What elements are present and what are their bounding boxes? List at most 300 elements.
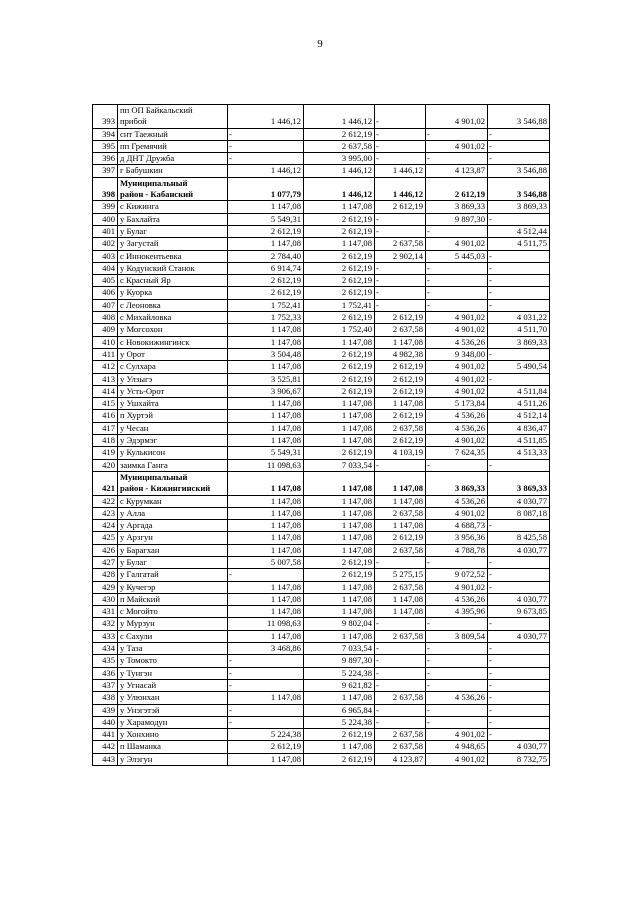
row-number: 401 xyxy=(93,225,118,237)
value-cell-3: 2 612,19 xyxy=(375,435,426,447)
value-cell-1: 1 147,08 xyxy=(228,495,304,507)
row-number: 431 xyxy=(93,606,118,618)
value-cell-4: 4 536,26 xyxy=(426,422,488,434)
table-row xyxy=(93,520,550,532)
value-cell-4: - xyxy=(426,618,488,630)
value-cell-5: 4 030,77 xyxy=(488,593,550,605)
value-cell-5: 4 512,44 xyxy=(488,225,550,237)
value-cell-3: 2 637,58 xyxy=(375,729,426,741)
settlement-name: у Мурзун xyxy=(118,618,228,630)
settlement-name: у Улзыгэ xyxy=(118,373,228,385)
value-cell-5: - xyxy=(488,679,550,691)
value-cell-1: 1 446,12 xyxy=(228,165,304,177)
value-cell-5: 8 087,18 xyxy=(488,507,550,519)
value-cell-2: 1 147,08 xyxy=(304,532,375,544)
value-cell-4: 4 901,02 xyxy=(426,312,488,324)
value-cell-3: 2 612,19 xyxy=(375,312,426,324)
settlement-name: г Бабушкин xyxy=(118,165,228,177)
value-cell-3: 2 612,19 xyxy=(375,201,426,213)
value-cell-4: 7 624,35 xyxy=(426,447,488,459)
value-cell-5: - xyxy=(488,373,550,385)
value-cell-3: 4 123,87 xyxy=(375,753,426,765)
table-row xyxy=(93,435,550,447)
value-cell-5: - xyxy=(488,287,550,299)
value-cell-2: 2 612,19 xyxy=(304,447,375,459)
row-number: 400 xyxy=(93,213,118,225)
value-cell-1: 11 098,63 xyxy=(228,618,304,630)
value-cell-2: 2 637,58 xyxy=(304,140,375,152)
page-number: 9 xyxy=(317,38,323,50)
value-cell-5: - xyxy=(488,667,550,679)
value-cell-3: 1 147,08 xyxy=(375,495,426,507)
value-cell-1: 1 147,08 xyxy=(228,606,304,618)
value-cell-2: 2 612,19 xyxy=(304,128,375,140)
row-number: 418 xyxy=(93,435,118,447)
row-number: 433 xyxy=(93,630,118,642)
value-cell-3: 1 147,08 xyxy=(375,398,426,410)
value-cell-5: - xyxy=(488,275,550,287)
value-cell-1: 1 147,08 xyxy=(228,532,304,544)
row-number: 399 xyxy=(93,201,118,213)
table-row xyxy=(93,581,550,593)
value-cell-2: 1 147,08 xyxy=(304,544,375,556)
value-cell-5: 4 512,14 xyxy=(488,410,550,422)
value-cell-2: 6 965,84 xyxy=(304,704,375,716)
row-number: 420 xyxy=(93,459,118,471)
value-cell-3: 2 902,14 xyxy=(375,250,426,262)
value-cell-2: 2 612,19 xyxy=(304,361,375,373)
value-cell-2: 2 612,19 xyxy=(304,729,375,741)
value-cell-2: 1 147,08 xyxy=(304,520,375,532)
value-cell-3: - xyxy=(375,287,426,299)
value-cell-3: - xyxy=(375,679,426,691)
row-number: 394 xyxy=(93,128,118,140)
table-row xyxy=(93,741,550,753)
value-cell-2: 9 802,04 xyxy=(304,618,375,630)
tariff-table xyxy=(92,104,550,766)
value-cell-1: - xyxy=(228,716,304,728)
value-cell-4: - xyxy=(426,225,488,237)
value-cell-1: 6 914,74 xyxy=(228,262,304,274)
value-cell-4: 4 901,02 xyxy=(426,753,488,765)
value-cell-3: 2 612,19 xyxy=(375,361,426,373)
value-cell-3: 2 612,19 xyxy=(375,410,426,422)
row-number: 440 xyxy=(93,716,118,728)
value-cell-1: - xyxy=(228,569,304,581)
table-row xyxy=(93,655,550,667)
value-cell-2: 1 147,08 xyxy=(304,238,375,250)
value-cell-3: - xyxy=(375,213,426,225)
value-cell-4: 4 536,26 xyxy=(426,495,488,507)
value-cell-4: 3 869,33 xyxy=(426,201,488,213)
value-cell-5: 4 031,22 xyxy=(488,312,550,324)
value-cell-2: 1 147,08 xyxy=(304,630,375,642)
table-row xyxy=(93,679,550,691)
value-cell-2: 2 612,19 xyxy=(304,753,375,765)
row-number: 417 xyxy=(93,422,118,434)
table-row xyxy=(93,140,550,152)
row-number: 437 xyxy=(93,679,118,691)
settlement-name: у Галгатай xyxy=(118,569,228,581)
table-row xyxy=(93,630,550,642)
settlement-name: у Элэгун xyxy=(118,753,228,765)
settlement-name: у Булаг xyxy=(118,556,228,568)
value-cell-5: 4 030,77 xyxy=(488,495,550,507)
settlement-name: у Арзгун xyxy=(118,532,228,544)
value-cell-3: - xyxy=(375,140,426,152)
value-cell-2: 2 612,19 xyxy=(304,287,375,299)
value-cell-4: 4 123,87 xyxy=(426,165,488,177)
value-cell-3: - xyxy=(375,643,426,655)
row-number: 432 xyxy=(93,618,118,630)
table-row xyxy=(93,495,550,507)
table-row xyxy=(93,471,550,495)
value-cell-2: 2 612,19 xyxy=(304,250,375,262)
settlement-name: у Улюнхан xyxy=(118,692,228,704)
settlement-name: у Угнасай xyxy=(118,679,228,691)
value-cell-5: - xyxy=(488,153,550,165)
value-cell-3: 2 612,19 xyxy=(375,373,426,385)
value-cell-5: - xyxy=(488,556,550,568)
row-number: 439 xyxy=(93,704,118,716)
value-cell-4: 4 688,73 xyxy=(426,520,488,532)
value-cell-4: 4 536,26 xyxy=(426,593,488,605)
value-cell-4: - xyxy=(426,655,488,667)
value-cell-3: - xyxy=(375,128,426,140)
value-cell-2: 3 995,00 xyxy=(304,153,375,165)
value-cell-2: 2 612,19 xyxy=(304,262,375,274)
value-cell-1: - xyxy=(228,153,304,165)
value-cell-2: 2 612,19 xyxy=(304,275,375,287)
value-cell-4: 4 901,02 xyxy=(426,435,488,447)
settlement-name: д ДНТ Дружба xyxy=(118,153,228,165)
value-cell-4: 3 869,33 xyxy=(426,471,488,495)
value-cell-5: - xyxy=(488,520,550,532)
value-cell-5: - xyxy=(488,716,550,728)
value-cell-2: 5 224,38 xyxy=(304,667,375,679)
value-cell-5: 4 511,75 xyxy=(488,238,550,250)
value-cell-1: 1 077,79 xyxy=(228,177,304,201)
value-cell-2: 9 897,30 xyxy=(304,655,375,667)
value-cell-4: 9 897,30 xyxy=(426,213,488,225)
row-number: 395 xyxy=(93,140,118,152)
value-cell-5: - xyxy=(488,729,550,741)
value-cell-1: 2 784,40 xyxy=(228,250,304,262)
table-row xyxy=(93,238,550,250)
row-number: 422 xyxy=(93,495,118,507)
table-row xyxy=(93,361,550,373)
settlement-name: у Унэгэтэй xyxy=(118,704,228,716)
value-cell-5: 4 836,47 xyxy=(488,422,550,434)
value-cell-5: - xyxy=(488,655,550,667)
settlement-name: п Шаманка xyxy=(118,741,228,753)
table-row xyxy=(93,667,550,679)
value-cell-2: 1 752,40 xyxy=(304,324,375,336)
value-cell-2: 1 147,08 xyxy=(304,398,375,410)
value-cell-4: 9 348,00 xyxy=(426,348,488,360)
table-row xyxy=(93,312,550,324)
settlement-name: с Кижинга xyxy=(118,201,228,213)
settlement-name: у Усть-Орот xyxy=(118,385,228,397)
row-number: 397 xyxy=(93,165,118,177)
value-cell-1: 2 612,19 xyxy=(228,287,304,299)
table-row xyxy=(93,105,550,129)
value-cell-5: 3 546,88 xyxy=(488,165,550,177)
value-cell-2: 1 147,08 xyxy=(304,495,375,507)
value-cell-4: 4 395,96 xyxy=(426,606,488,618)
row-number: 428 xyxy=(93,569,118,581)
row-number: 438 xyxy=(93,692,118,704)
value-cell-2: 1 147,08 xyxy=(304,336,375,348)
settlement-name: у Ушхайта xyxy=(118,398,228,410)
value-cell-1: - xyxy=(228,140,304,152)
value-cell-2: 1 147,08 xyxy=(304,581,375,593)
value-cell-3: 2 612,19 xyxy=(375,532,426,544)
settlement-name: с Сулхара xyxy=(118,361,228,373)
value-cell-5: 4 030,77 xyxy=(488,544,550,556)
settlement-name: у Куорка xyxy=(118,287,228,299)
value-cell-3: - xyxy=(375,262,426,274)
row-number: 441 xyxy=(93,729,118,741)
settlement-name: у Харамодун xyxy=(118,716,228,728)
value-cell-4: 4 901,02 xyxy=(426,507,488,519)
value-cell-4: - xyxy=(426,128,488,140)
value-cell-3: 1 446,12 xyxy=(375,165,426,177)
value-cell-1: 1 147,08 xyxy=(228,324,304,336)
value-cell-1: 3 468,86 xyxy=(228,643,304,655)
value-cell-5: 4 511,26 xyxy=(488,398,550,410)
value-cell-1: 1 147,08 xyxy=(228,544,304,556)
value-cell-5: 4 030,77 xyxy=(488,630,550,642)
value-cell-1: 1 147,08 xyxy=(228,753,304,765)
value-cell-1: 1 147,08 xyxy=(228,422,304,434)
value-cell-5: - xyxy=(488,262,550,274)
value-cell-3: 1 147,08 xyxy=(375,520,426,532)
value-cell-1: 11 098,63 xyxy=(228,459,304,471)
settlement-name: с Иннокентьевка xyxy=(118,250,228,262)
value-cell-4: 4 901,02 xyxy=(426,105,488,129)
value-cell-4: 4 536,26 xyxy=(426,336,488,348)
table-row xyxy=(93,262,550,274)
value-cell-4: 3 809,54 xyxy=(426,630,488,642)
value-cell-1: 1 147,08 xyxy=(228,398,304,410)
row-number: 410 xyxy=(93,336,118,348)
value-cell-4: 4 901,02 xyxy=(426,373,488,385)
value-cell-4: 4 788,78 xyxy=(426,544,488,556)
value-cell-3: - xyxy=(375,459,426,471)
value-cell-3: 2 637,58 xyxy=(375,324,426,336)
value-cell-1: - xyxy=(228,655,304,667)
table-row xyxy=(93,385,550,397)
value-cell-5: 9 673,85 xyxy=(488,606,550,618)
row-number: 429 xyxy=(93,581,118,593)
table-row xyxy=(93,201,550,213)
value-cell-5: - xyxy=(488,348,550,360)
value-cell-4: 4 901,02 xyxy=(426,238,488,250)
settlement-name: у Чесан xyxy=(118,422,228,434)
row-number: 424 xyxy=(93,520,118,532)
value-cell-4: 9 072,52 xyxy=(426,569,488,581)
value-cell-2: 1 752,41 xyxy=(304,299,375,311)
value-cell-3: - xyxy=(375,225,426,237)
settlement-name: снт Таежный xyxy=(118,128,228,140)
row-number: 413 xyxy=(93,373,118,385)
value-cell-5: 3 869,33 xyxy=(488,471,550,495)
value-cell-1: 1 147,08 xyxy=(228,435,304,447)
value-cell-5: 8 732,75 xyxy=(488,753,550,765)
settlement-name: Муниципальный район - Кабанский xyxy=(118,177,228,201)
value-cell-4: - xyxy=(426,679,488,691)
table-row xyxy=(93,643,550,655)
value-cell-1: 3 504,48 xyxy=(228,348,304,360)
settlement-name: у Бахлайта xyxy=(118,213,228,225)
settlement-name: у Барагхан xyxy=(118,544,228,556)
value-cell-3: - xyxy=(375,704,426,716)
value-cell-1: 1 147,08 xyxy=(228,471,304,495)
value-cell-1: 1 752,33 xyxy=(228,312,304,324)
table-row xyxy=(93,299,550,311)
value-cell-3: 2 637,58 xyxy=(375,544,426,556)
value-cell-1: 1 147,08 xyxy=(228,336,304,348)
value-cell-1: 1 147,08 xyxy=(228,410,304,422)
row-number: 414 xyxy=(93,385,118,397)
table-row xyxy=(93,556,550,568)
value-cell-5: 3 869,33 xyxy=(488,201,550,213)
value-cell-4: - xyxy=(426,262,488,274)
value-cell-3: - xyxy=(375,275,426,287)
value-cell-1: - xyxy=(228,667,304,679)
value-cell-1: 1 147,08 xyxy=(228,630,304,642)
value-cell-2: 2 612,19 xyxy=(304,373,375,385)
row-number: 405 xyxy=(93,275,118,287)
value-cell-5: 5 490,54 xyxy=(488,361,550,373)
value-cell-3: 1 147,08 xyxy=(375,593,426,605)
value-cell-1: 2 612,19 xyxy=(228,741,304,753)
value-cell-3: 2 637,58 xyxy=(375,422,426,434)
table-row xyxy=(93,336,550,348)
settlement-name: с Новокижингинск xyxy=(118,336,228,348)
settlement-name: у Могсохон xyxy=(118,324,228,336)
value-cell-5: 4 513,33 xyxy=(488,447,550,459)
value-cell-1: 1 147,08 xyxy=(228,238,304,250)
table-row xyxy=(93,177,550,201)
value-cell-2: 5 224,38 xyxy=(304,716,375,728)
value-cell-2: 2 612,19 xyxy=(304,569,375,581)
value-cell-4: 4 948,65 xyxy=(426,741,488,753)
value-cell-1: - xyxy=(228,128,304,140)
value-cell-1: 5 224,38 xyxy=(228,729,304,741)
row-number: 406 xyxy=(93,287,118,299)
table-row xyxy=(93,165,550,177)
row-number: 411 xyxy=(93,348,118,360)
table-row xyxy=(93,753,550,765)
settlement-name: у Булаг xyxy=(118,225,228,237)
value-cell-1: 1 446,12 xyxy=(228,105,304,129)
settlement-name: у Кулькисон xyxy=(118,447,228,459)
value-cell-3: 4 982,38 xyxy=(375,348,426,360)
row-number: 435 xyxy=(93,655,118,667)
value-cell-1: 5 549,31 xyxy=(228,447,304,459)
value-cell-4: 5 445,03 xyxy=(426,250,488,262)
value-cell-3: 2 637,58 xyxy=(375,692,426,704)
value-cell-1: 1 147,08 xyxy=(228,507,304,519)
settlement-name: у Тунгэн xyxy=(118,667,228,679)
settlement-name: п Хуртэй xyxy=(118,410,228,422)
table-row xyxy=(93,422,550,434)
value-cell-3: - xyxy=(375,153,426,165)
settlement-name: с Могойто xyxy=(118,606,228,618)
value-cell-4: 5 173,84 xyxy=(426,398,488,410)
table-row xyxy=(93,225,550,237)
value-cell-1: - xyxy=(228,679,304,691)
value-cell-4: - xyxy=(426,716,488,728)
table-row xyxy=(93,213,550,225)
row-number: 427 xyxy=(93,556,118,568)
row-number: 398 xyxy=(93,177,118,201)
value-cell-3: 1 147,08 xyxy=(375,471,426,495)
value-cell-3: 5 275,15 xyxy=(375,569,426,581)
value-cell-1: 5 007,58 xyxy=(228,556,304,568)
value-cell-4: - xyxy=(426,287,488,299)
settlement-name: у Кодунский Станок xyxy=(118,262,228,274)
row-number: 404 xyxy=(93,262,118,274)
settlement-name: у Загустай xyxy=(118,238,228,250)
value-cell-5: 3 869,33 xyxy=(488,336,550,348)
value-cell-2: 1 147,08 xyxy=(304,593,375,605)
row-number: 396 xyxy=(93,153,118,165)
value-cell-4: 4 901,02 xyxy=(426,729,488,741)
value-cell-2: 2 612,19 xyxy=(304,385,375,397)
value-cell-1: 1 147,08 xyxy=(228,520,304,532)
row-number: 423 xyxy=(93,507,118,519)
value-cell-5: - xyxy=(488,250,550,262)
value-cell-4: 4 536,26 xyxy=(426,410,488,422)
table-row xyxy=(93,507,550,519)
table-row xyxy=(93,287,550,299)
value-cell-5: - xyxy=(488,569,550,581)
value-cell-3: 2 637,58 xyxy=(375,741,426,753)
value-cell-3: 2 637,58 xyxy=(375,238,426,250)
value-cell-2: 9 621,82 xyxy=(304,679,375,691)
value-cell-4: - xyxy=(426,299,488,311)
value-cell-2: 7 033,54 xyxy=(304,459,375,471)
table-row xyxy=(93,716,550,728)
table-row xyxy=(93,569,550,581)
value-cell-5: 8 425,58 xyxy=(488,532,550,544)
value-cell-2: 1 147,08 xyxy=(304,507,375,519)
value-cell-4: - xyxy=(426,643,488,655)
value-cell-3: - xyxy=(375,618,426,630)
value-cell-1: 2 612,19 xyxy=(228,275,304,287)
value-cell-2: 1 147,08 xyxy=(304,692,375,704)
row-number: 442 xyxy=(93,741,118,753)
value-cell-4: 4 901,02 xyxy=(426,324,488,336)
value-cell-5: - xyxy=(488,581,550,593)
value-cell-2: 1 147,08 xyxy=(304,410,375,422)
row-number: 407 xyxy=(93,299,118,311)
settlement-name: у Алла xyxy=(118,507,228,519)
table-row xyxy=(93,618,550,630)
value-cell-5: - xyxy=(488,140,550,152)
value-cell-2: 1 147,08 xyxy=(304,435,375,447)
value-cell-2: 1 147,08 xyxy=(304,471,375,495)
value-cell-2: 1 147,08 xyxy=(304,741,375,753)
value-cell-2: 1 147,08 xyxy=(304,422,375,434)
row-number: 421 xyxy=(93,471,118,495)
value-cell-5: - xyxy=(488,459,550,471)
row-number: 430 xyxy=(93,593,118,605)
row-number: 419 xyxy=(93,447,118,459)
